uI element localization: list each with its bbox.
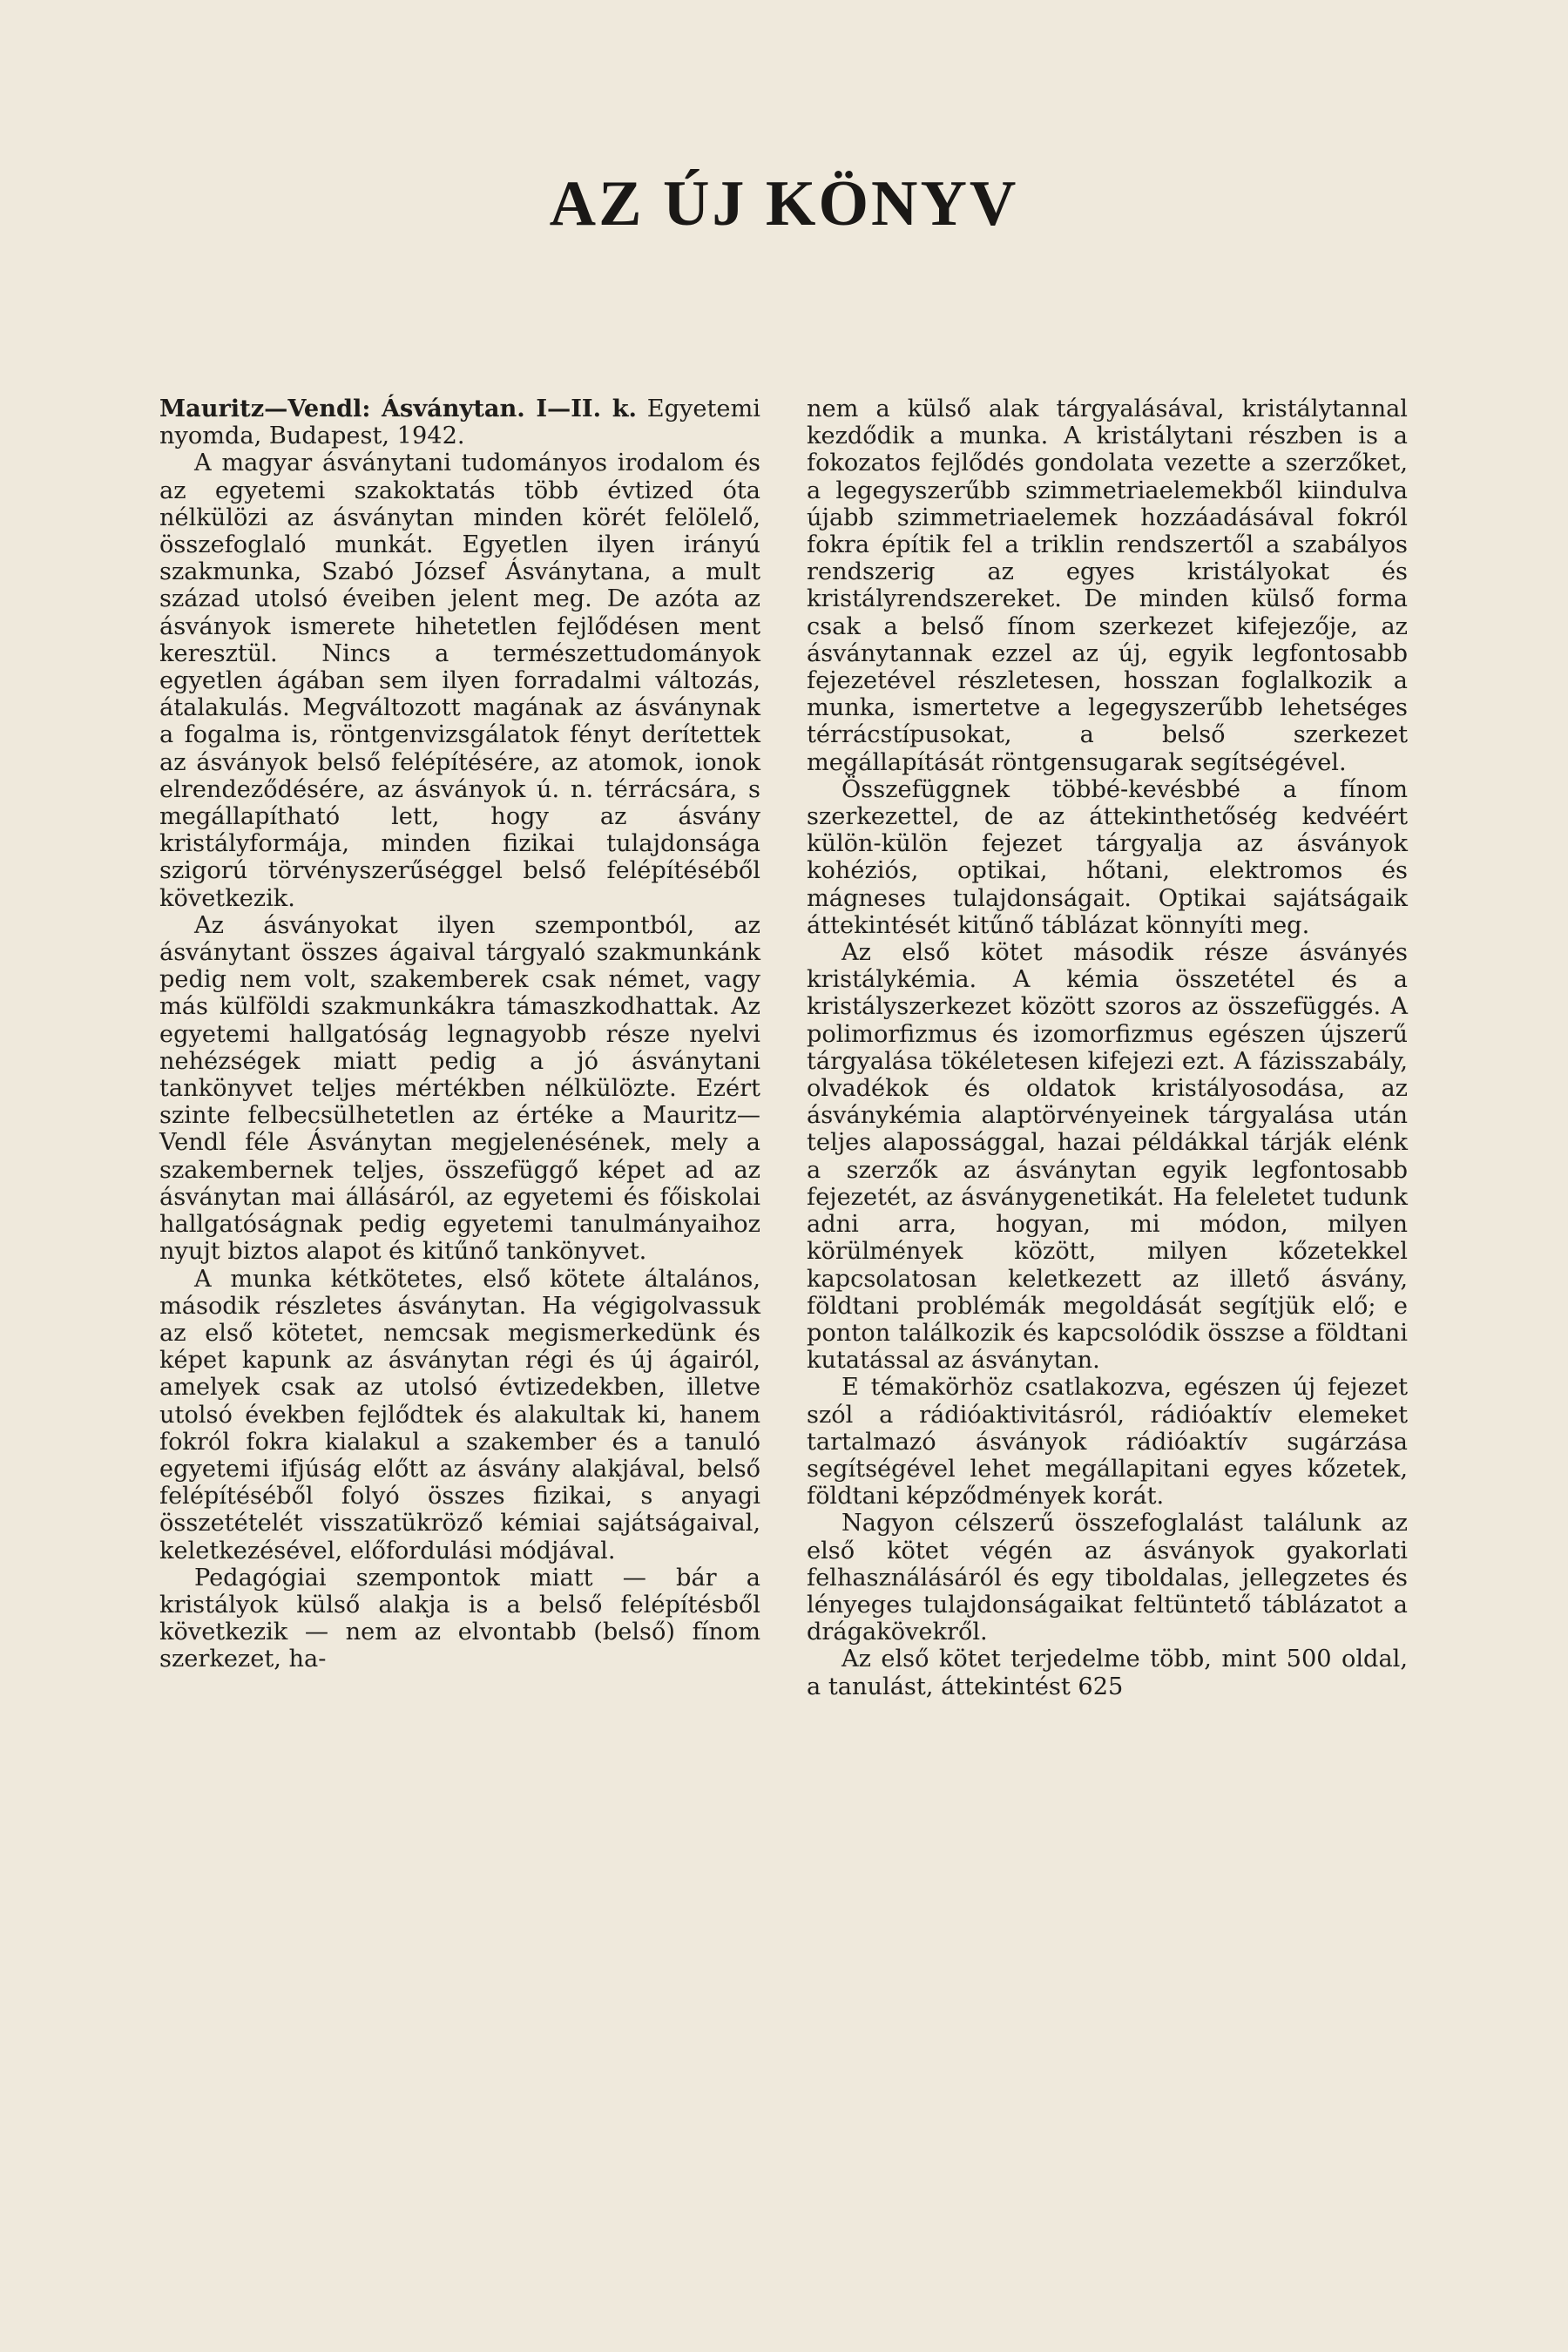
reference-paragraph <box>159 395 760 449</box>
paragraph: A munka kétkötetes, első kötete általános, második részletes ásványtan. Ha végigolvassuk az első kötetet, nemcsak megismerkedünk és képet kapunk az ásványtan régi és új ágairól, amelyek csak az utolsó évtizedekben, illetve utolsó években fejlődtek és alakultak ki, hanem fokról fokra kialakul a szakember és a tanuló egyetemi ifjúság előtt az ásvány alakjával, belső felépítéséből folyó összes fizikai, s anyagi összetételét visszatükröző kémiai sajátságaival, keletkezésével, előfordulási módjával. <box>159 1265 760 1565</box>
paragraph: Összefüggnek többé-kevésbbé a fínom szerkezettel, de az áttekinthetőség kedvéért külön-külön fejezet tárgyalja az ásványok kohéziós, optikai, hőtani, elektromos és mágneses tulajdonságait. Optikai sajátságaik áttekintését kitűnő táblázat könnyíti meg. <box>807 775 1408 939</box>
paragraph: Az ásványokat ilyen szempontból, az ásványtant összes ágaival tárgyaló szakmunkánk pedig nem volt, szakemberek csak német, vagy más külföldi szakmunkákra támaszkodhattak. Az egyetemi hallgatóság legnagyobb része nyelvi nehézségek miatt pedig a jó ásványtani tankönyvet teljes mértékben nélkülözte. Ezért szinte felbecsülhetetlen az értéke a Mauritz—Vendl féle Ásványtan megjelenésének, mely a szakembernek teljes, összefüggő képet ad az ásványtan mai állásáról, az egyetemi és főiskolai hallgatóságnak pedig egyetemi tanulmányaihoz nyujt biztos alapot és kitűnő tankönyvet. <box>159 911 760 1266</box>
left-column <box>159 395 760 1673</box>
section-title: AZ ÚJ KÖNYV <box>549 168 1019 240</box>
paragraph: Nagyon célszerű összefoglalást találunk az első kötet végén az ásványok gyakorlati felhasználásáról és egy tiboldalas, jellegzetes és lényeges tulajdonságaikat feltüntető táblázatot a drágakövekről. <box>807 1510 1408 1646</box>
right-column <box>807 395 1408 1700</box>
paragraph: Az első kötet terjedelme több, mint 500 oldal, a tanulást, áttekintést 625 <box>807 1646 1408 1700</box>
paragraph: Pedagógiai szempontok miatt — bár a kristályok külső alakja is a belső felépítésből következik — nem az elvontabb (belső) fínom szerkezet, ha- <box>159 1564 760 1673</box>
paragraph: E témakörhöz csatlakozva, egészen új fejezet szól a rádióaktivitásról, rádióaktív elemeket tartalmazó ásványok rádióaktív sugárzása segítségével lehet megállapitani egyes kőzetek, földtani képződmények korát. <box>807 1374 1408 1511</box>
paragraph: A magyar ásványtani tudományos irodalom és az egyetemi szakoktatás több évtized óta nélkülözi az ásványtan minden körét felölelő, összefoglaló munkát. Egyetlen ilyen irányú szakmunka, Szabó József Ásványtana, a mult század utolsó éveiben jelent meg. De azóta az ásványok ismerete hihetetlen fejlődésen ment keresztül. Nincs a természettudományok egyetlen ágában sem ilyen forradalmi változás, átalakulás. Megváltozott magának az ásványnak a fogalma is, röntgenvizsgálatok fényt derítettek az ásványok belső felépítésére, az atomok, ionok elrendeződésére, az ásványok ú. n. térrácsára, s megállapítható lett, hogy az ásvány kristályformája, minden fizikai tulajdonsága szigorú törvényszerűséggel belső felépítéséből következik. <box>159 449 760 912</box>
paragraph: nem a külső alak tárgyalásával, kristálytannal kezdődik a munka. A kristálytani részben is a fokozatos fejlődés gondolata vezette a szerzőket, a legegyszerűbb szimmetriaelemekből kiindulva újabb szimmetriaelemek hozzáadásával fokról fokra építik fel a triklin rendszertől a szabályos rendszerig az egyes kristályokat és kristályrendszereket. De minden külső forma csak a belső fínom szerkezet kifejezője, az ásványtannak ezzel az új, egyik legfontosabb fejezetével részletesen, hosszan foglalkozik a munka, ismertetve a legegyszerűbb lehetséges térrácstípusokat, a belső szerkezet megállapítását röntgensugarak segítségével. <box>807 395 1408 776</box>
book-reference: Mauritz—Vendl: Ásványtan. I—II. k. <box>159 395 638 422</box>
paragraph: Az első kötet második része ásványés kristálykémia. A kémia összetétel és a kristályszerkezet között szoros az összefüggés. A polimorfizmus és izomorfizmus egészen újszerű tárgyalása tökéletesen kifejezi ezt. A fázisszabály, olvadékok és oldatok kristályosodása, az ásványkémia alaptörvényeinek tárgyalása után teljes alapossággal, hazai példákkal tárják elénk a szerzők az ásványtan egyik legfontosabb fejezetét, az ásványgenetikát. Ha feleletet tudunk adni arra, hogyan, mi módon, milyen körülmények között, milyen kőzetekkel kapcsolatosan keletkezett az illető ásvány, földtani problémák megoldását segítjük elő; e ponton találkozik és kapcsolódik összse a földtani kutatással az ásványtan. <box>807 939 1408 1375</box>
publisher-info: Egyetemi nyomda, Budapest, 1942. <box>159 395 760 450</box>
